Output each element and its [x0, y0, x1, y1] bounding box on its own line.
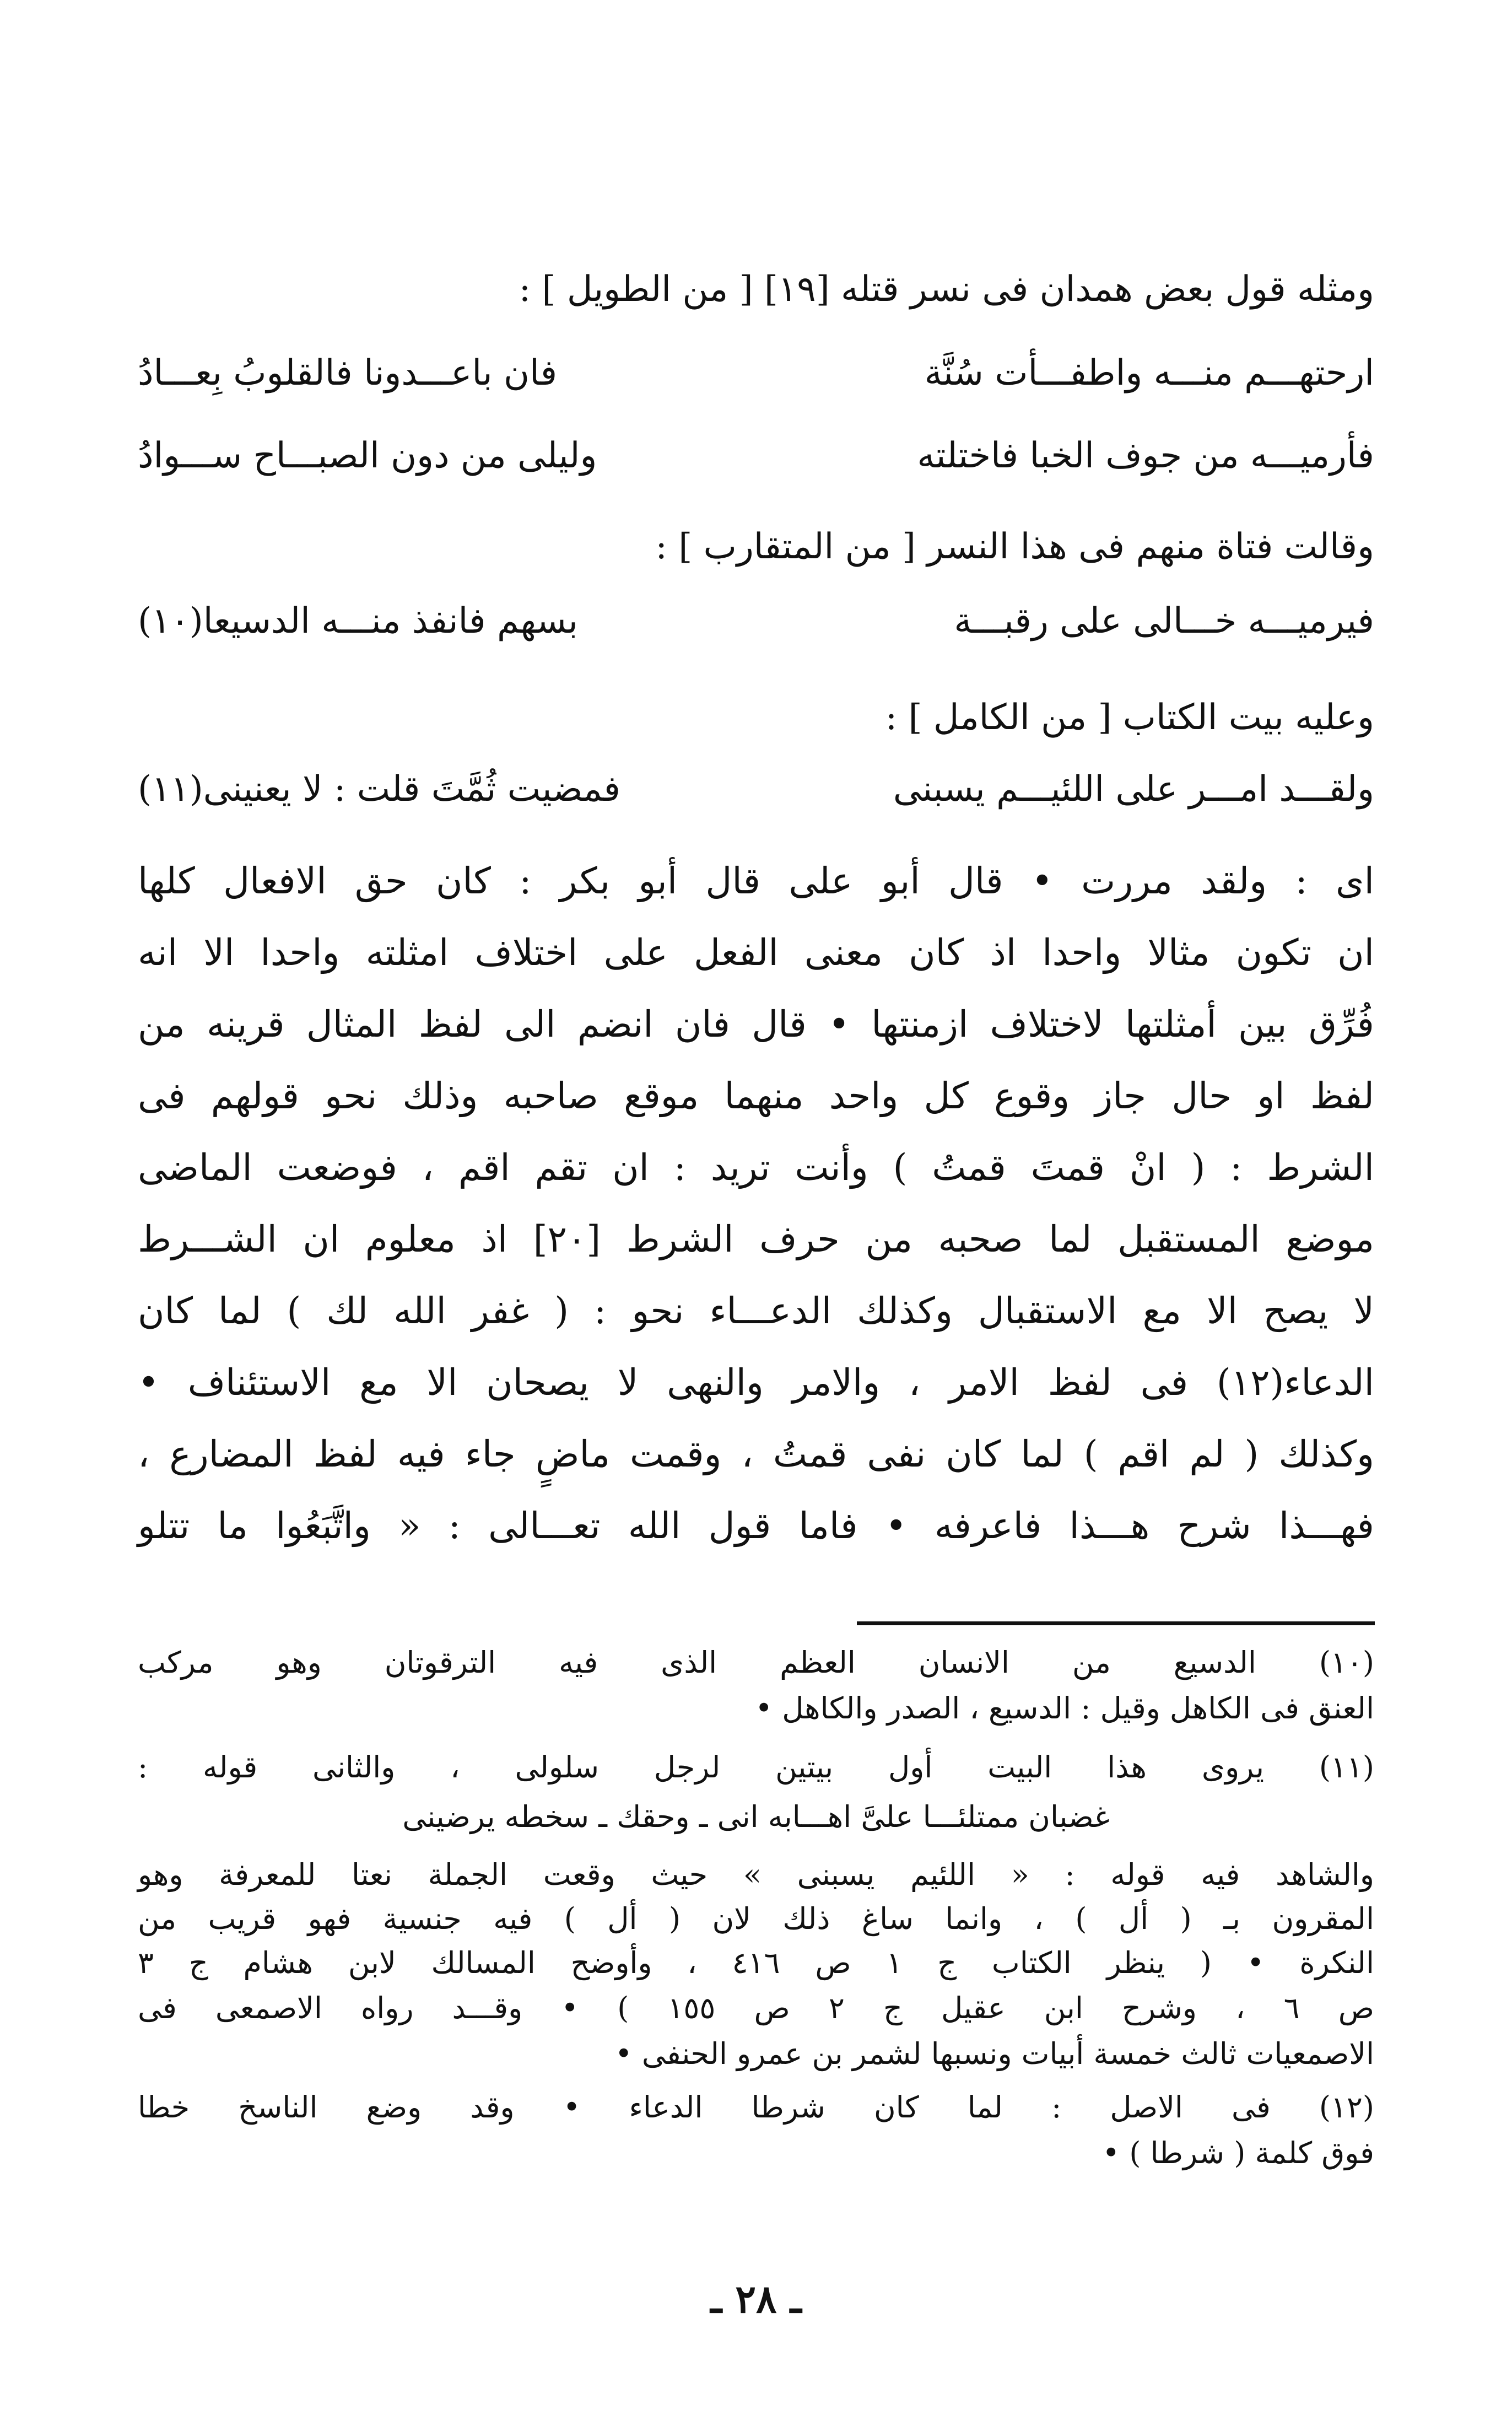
hemistich-second: وليلى من دون الصبـــاح ســـوادُ — [138, 435, 597, 476]
hemistich-first: ارحتهـــم منـــه واطفـــأت سُنَّة — [924, 353, 1374, 394]
hemistich-second: فان باعـــدونا فالقلوبُ بِعـــادُ — [138, 353, 558, 394]
intro-line: وعليه بيت الكتاب [ من الكامل ] : — [885, 697, 1374, 738]
verse-line — [138, 601, 1374, 656]
footnote-line: المقرون بـ ( أل ) ، وانما ساغ ذلك لان ( أل ) فيه جنسية فهو قريب من — [138, 1901, 1374, 1936]
prose-line: موضع المستقبل لما صحبه من حرف الشرط [٢٠] اذ معلوم ان الشـــرط — [138, 1218, 1374, 1260]
verse-line — [138, 769, 1374, 824]
footnote-rule — [857, 1621, 1375, 1625]
prose-line: وكذلك ( لم اقم ) لما كان نفى قمتُ ، وقمت ماضٍ جاء فيه لفظ المضارع ، — [138, 1433, 1374, 1475]
prose-line: الشرط : ( انْ قمتَ قمتُ ) وأنت تريد : ان تقم اقم ، فوضعت الماضى — [138, 1146, 1374, 1189]
prose-line: لفظ او حال جاز وقوع كل واحد منهما موقع صاحبه وذلك نحو قولهم فى — [138, 1075, 1374, 1117]
verse-line — [138, 353, 1374, 408]
footnote-line: فوق كلمة ( شرطا ) • — [1102, 2136, 1374, 2170]
footnote-line: الاصمعيات ثالث خمسة أبيات ونسبها لشمر بن عمرو الحنفى • — [614, 2036, 1374, 2071]
footnote-line: (١٠) الدسيع من الانسان العظم الذى فيه الترقوتان وهو مركب — [138, 1645, 1374, 1680]
prose-line: فُرِّق بين أمثلتها لاختلاف ازمنتها • قال فان انضم الى لفظ المثال قرينه من — [138, 1003, 1374, 1045]
intro-line: وقالت فتاة منهم فى هذا النسر [ من المتقارب ] : — [655, 526, 1374, 567]
footnote-line: ص ٦ ، وشرح ابن عقيل ج ٢ ص ١٥٥ ) • وقـــد رواه الاصمعى فى — [138, 1991, 1375, 2025]
hemistich-second: فمضيت ثُمَّتَ قلت : لا يعنينى(١١) — [138, 769, 620, 810]
prose-line: الدعاء(١٢) فى لفظ الامر ، والامر والنهى لا يصحان الا مع الاستئناف • — [138, 1361, 1375, 1404]
footnote-line: النكرة • ( ينظر الكتاب ج ١ ص ٤١٦ ، وأوضح المسالك لابن هشام ج ٣ — [138, 1945, 1375, 1980]
hemistich-second: بسهم فانفذ منـــه الدسيعا(١٠) — [138, 601, 578, 642]
hemistich-first: ولقـــد امـــر على اللئيـــم يسبنى — [893, 769, 1374, 810]
prose-line: اى : ولقد مررت • قال أبو على قال أبو بكر : كان حق الافعال كلها — [138, 860, 1374, 902]
verse-line — [138, 435, 1374, 490]
footnote-line: والشاهد فيه قوله : « اللئيم يسبنى » حيث وقعت الجملة نعتا للمعرفة وهو — [138, 1857, 1374, 1892]
hemistich-first: فيرميـــه خـــالى على رقبـــة — [954, 601, 1374, 642]
footnote-verse: غضبان ممتلئـــا علىَّ اهـــابه انى ـ وحقك ـ سخطه يرضينى — [402, 1799, 1110, 1834]
footnote-line: (١٢) فى الاصل : لما كان شرطا الدعاء • وقد وضع الناسخ خطا — [138, 2090, 1374, 2125]
prose-line: فهـــذا شرح هـــذا فاعرفه • فاما قول الله تعـــالى : « واتَّبَعُوا ما تتلو — [138, 1505, 1374, 1547]
hemistich-first: فأرميـــه من جوف الخبا فاختلته — [917, 435, 1374, 476]
intro-line: ومثله قول بعض همدان فى نسر قتله [١٩] [ من الطويل ] : — [519, 269, 1374, 310]
prose-line: لا يصح الا مع الاستقبال وكذلك الدعـــاء نحو : ( غفر الله لك ) لما كان — [138, 1290, 1374, 1332]
prose-line: ان تكون مثالا واحدا اذ كان معنى الفعل على اختلاف امثلته واحدا الا انه — [138, 931, 1374, 974]
footnote-line: (١١) يروى هذا البيت أول بيتين لرجل سلولى ، والثانى قوله : — [138, 1750, 1374, 1785]
page-number: ـ ٢٨ ـ — [710, 2276, 802, 2322]
footnote-line: العنق فى الكاهل وقيل : الدسيع ، الصدر والكاهل • — [755, 1691, 1374, 1726]
